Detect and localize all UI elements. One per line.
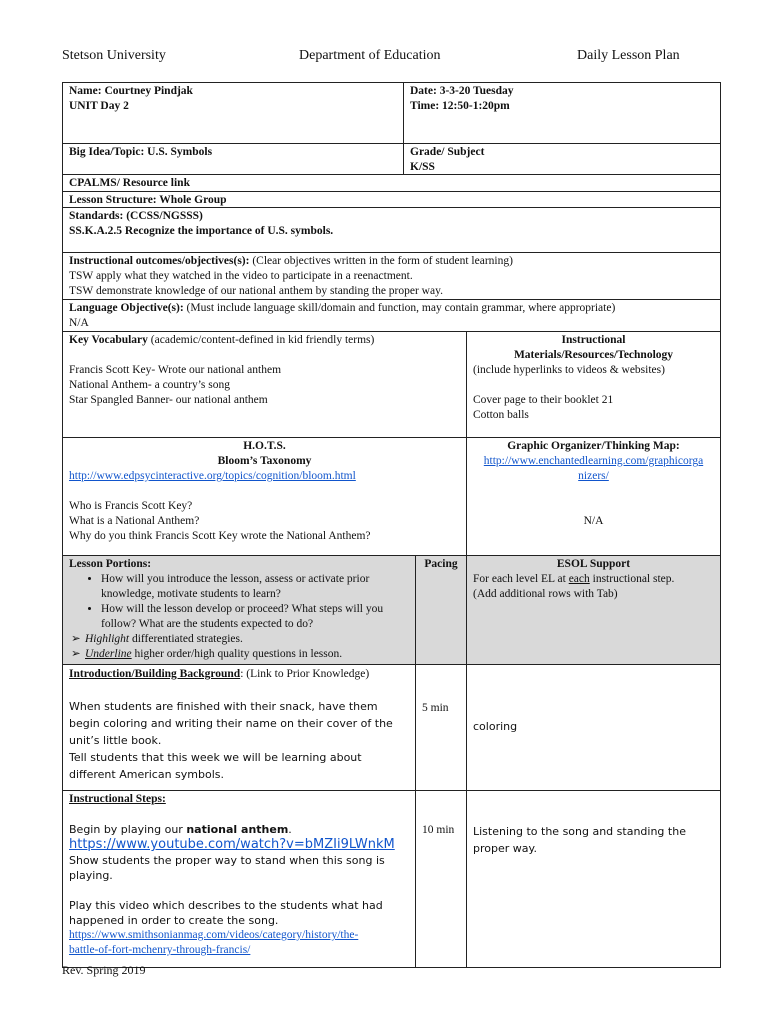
- steps-cell: [63, 791, 416, 967]
- footer-revision: Rev. Spring 2019: [62, 963, 146, 977]
- intro-text: Tell students that this week we will be learning about different American symbols.: [69, 751, 362, 781]
- blooms-title: Bloom’s Taxonomy: [217, 455, 312, 467]
- vocab-cell: [63, 332, 467, 437]
- row-standards: [63, 208, 721, 253]
- youtube-link[interactable]: https://www.youtube.com/watch?v=bMZIi9LWnkM: [69, 837, 395, 852]
- national-anthem-text: national anthem: [186, 823, 289, 836]
- row-cpalms: [63, 175, 721, 192]
- row-instructional-steps: [63, 791, 721, 968]
- organizer-value: N/A: [583, 515, 604, 527]
- standards-label: Standards: (CCSS/NGSSS): [69, 210, 203, 222]
- row-introduction: [63, 665, 721, 791]
- header-department: Department of Education: [299, 48, 441, 63]
- date-cell: [404, 83, 721, 143]
- steps-pacing: 10 min: [416, 791, 467, 967]
- underline-label: Underline: [85, 648, 132, 660]
- material-item: Cotton balls: [473, 409, 529, 421]
- organizer-cell: [467, 438, 721, 555]
- hots-question: What is a National Anthem?: [69, 515, 200, 527]
- hots-cell: [63, 438, 467, 555]
- steps-text: Begin by playing our: [69, 823, 187, 836]
- lesson-structure: Lesson Structure: Whole Group: [63, 192, 721, 207]
- row-vocab-materials: [63, 332, 721, 438]
- materials-title-1: Instructional: [561, 334, 626, 346]
- header-doc-type: Daily Lesson Plan: [577, 48, 680, 63]
- intro-pacing: 5 min: [416, 665, 467, 790]
- standards-cell: [63, 208, 721, 252]
- materials-hint: (include hyperlinks to videos & websites): [473, 364, 665, 376]
- language-hint: (Must include language skill/domain and function, may contain grammar, where appropriate): [183, 302, 616, 314]
- vocab-item: Star Spangled Banner- our national anthem: [69, 394, 268, 406]
- outcome-2: TSW demonstrate knowledge of our national anthem by standing the proper way.: [69, 285, 443, 297]
- outcome-1: TSW apply what they watched in the video to participate in a reenactment.: [69, 270, 413, 282]
- big-idea: Big Idea/Topic: U.S. Symbols: [63, 144, 404, 174]
- lesson-time: Time: 12:50-1:20pm: [410, 100, 510, 112]
- steps-label: Instructional Steps:: [69, 793, 166, 805]
- steps-esol: Listening to the song and standing the proper way.: [467, 791, 721, 967]
- row-lesson-portions: [63, 556, 721, 665]
- pacing-header: Pacing: [416, 556, 467, 664]
- outcomes-label: Instructional outcomes/objectives(s):: [69, 255, 250, 267]
- grade-label: Grade/ Subject: [410, 146, 485, 158]
- intro-hint: : (Link to Prior Knowledge): [240, 668, 370, 680]
- smithsonian-link-cont[interactable]: battle-of-fort-mchenry-through-francis/: [69, 944, 251, 956]
- outcomes-hint: (Clear objectives written in the form of student learning): [249, 255, 513, 267]
- language-cell: [63, 300, 721, 331]
- steps-text: Play this video which describes to the students what had happened in order to create the song.: [69, 899, 383, 927]
- portions-bullet: • How will you introduce the lesson, assess or activate prior knowledge, motivate students to learn?: [101, 572, 409, 602]
- portions-bullet: • How will the lesson develop or proceed? What steps will you follow? What are the students expected to do?: [101, 602, 409, 632]
- name-cell: [63, 83, 404, 143]
- vocab-hint: (academic/content-defined in kid friendly terms): [147, 334, 375, 346]
- portions-label: Lesson Portions:: [69, 558, 152, 570]
- row-topic-grade: [63, 144, 721, 175]
- esol-cell: [467, 556, 721, 664]
- intro-label: Introduction/Building Background: [69, 668, 241, 680]
- row-hots-organizer: [63, 438, 721, 556]
- row-name-date: [63, 83, 721, 144]
- language-label: Language Objective(s):: [69, 302, 184, 314]
- arrow-bullet-icon: ➢: [71, 633, 81, 645]
- esol-text: For each level EL at: [473, 573, 569, 585]
- organizer-title: Graphic Organizer/Thinking Map:: [507, 440, 680, 452]
- intro-text: When students are finished with their snack, have them begin coloring and writing their name on their cover of the unit’s little book.: [69, 700, 393, 747]
- standards-value: SS.K.A.2.5 Recognize the importance of U.S. symbols.: [69, 225, 334, 237]
- unit-day: UNIT Day 2: [69, 100, 129, 112]
- arrow-text: higher order/high quality questions in lesson.: [131, 648, 343, 660]
- steps-text: .: [288, 823, 292, 836]
- grade-cell: [404, 144, 721, 174]
- hots-question: Why do you think Francis Scott Key wrote the National Anthem?: [69, 530, 371, 542]
- organizer-link-cont[interactable]: nizers/: [578, 470, 609, 482]
- hots-question: Who is Francis Scott Key?: [69, 500, 193, 512]
- outcomes-cell: [63, 253, 721, 299]
- esol-each: each: [568, 573, 590, 585]
- grade-value: K/SS: [410, 161, 435, 173]
- vocab-item: Francis Scott Key- Wrote our national anthem: [69, 364, 282, 376]
- intro-esol: coloring: [467, 665, 721, 790]
- arrow-text: differentiated strategies.: [129, 633, 243, 645]
- language-value: N/A: [69, 317, 89, 329]
- organizer-link[interactable]: http://www.enchantedlearning.com/graphicorga: [483, 455, 704, 467]
- row-outcomes: [63, 253, 721, 300]
- esol-text: instructional step.: [589, 573, 675, 585]
- steps-text: Show students the proper way to stand when this song is playing.: [69, 854, 385, 882]
- row-structure: [63, 192, 721, 208]
- esol-hint: (Add additional rows with Tab): [473, 588, 618, 600]
- materials-cell: [467, 332, 721, 437]
- vocab-label: Key Vocabulary: [69, 334, 148, 346]
- teacher-name: Name: Courtney Pindjak: [69, 85, 193, 97]
- materials-title-2: Materials/Resources/Technology: [513, 349, 674, 361]
- lesson-date: Date: 3-3-20 Tuesday: [410, 85, 514, 97]
- header-university: Stetson University: [62, 48, 166, 63]
- smithsonian-link[interactable]: https://www.smithsonianmag.com/videos/category/history/the-: [69, 929, 359, 941]
- portions-cell: [63, 556, 416, 664]
- cpalms-link: CPALMS/ Resource link: [63, 175, 721, 191]
- arrow-bullet-icon: ➢: [71, 648, 81, 660]
- lesson-plan-table: [62, 82, 721, 968]
- blooms-link[interactable]: http://www.edpsycinteractive.org/topics/cognition/bloom.html: [69, 470, 356, 482]
- esol-title: ESOL Support: [556, 558, 631, 570]
- intro-cell: [63, 665, 416, 790]
- highlight-label: Highlight: [85, 633, 130, 645]
- hots-title: H.O.T.S.: [243, 440, 286, 452]
- vocab-item: National Anthem- a country’s song: [69, 379, 230, 391]
- material-item: Cover page to their booklet 21: [473, 394, 614, 406]
- row-language: [63, 300, 721, 332]
